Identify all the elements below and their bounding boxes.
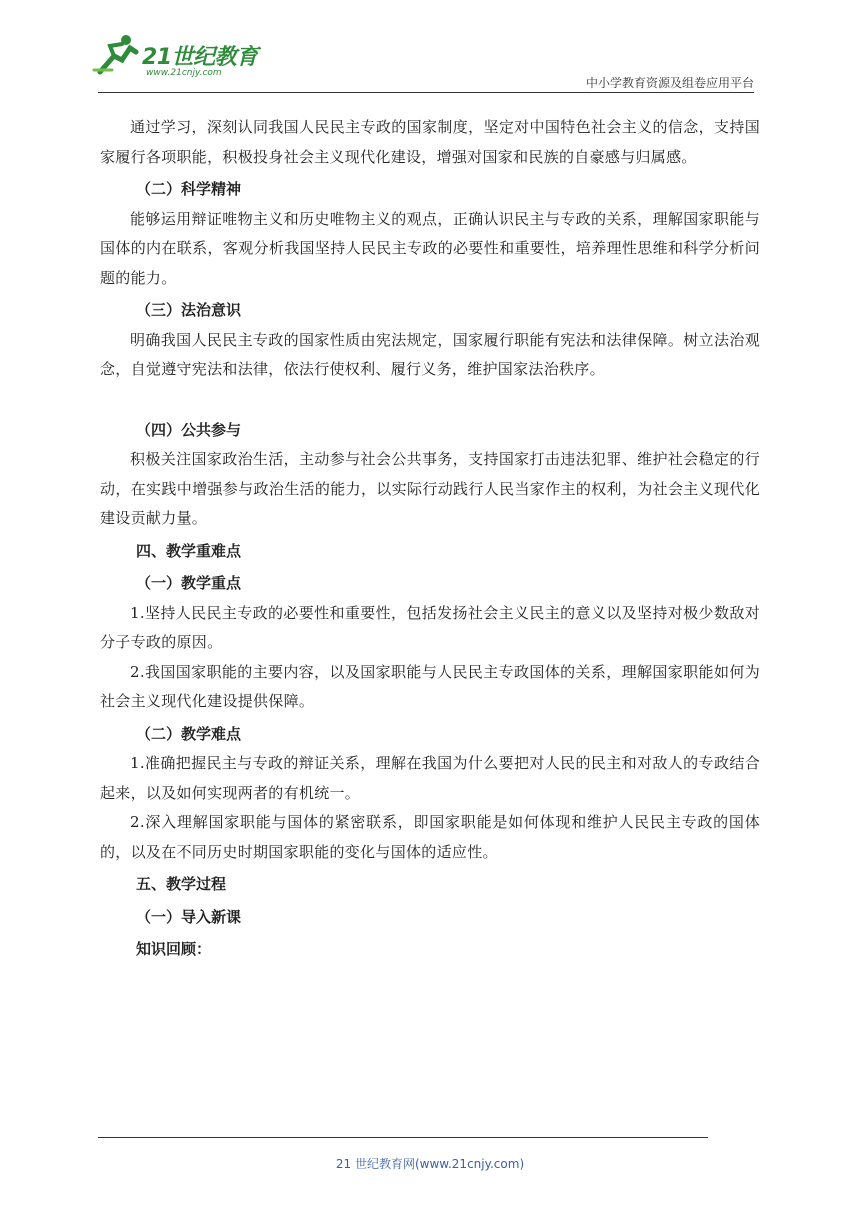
footer-link[interactable]: 21 世纪教育网(www.21cnjy.com) [335,1157,525,1171]
platform-name: 中小学教育资源及组卷应用平台 [585,76,754,90]
section-heading: 知识回顾： [136,940,212,958]
section-heading: 四、教学重难点 [136,541,242,560]
spacer [100,385,760,413]
paragraph: 能够运用辩证唯物主义和历史唯物主义的观点，正确认识民主与专政的关系，理解国家职能与国体的内在联系，客观分析我国坚持人民民主专政的必要性和重要性，培养理性思维和科学分析问题的能力。 [100,209,760,287]
paragraph: 1.坚持人民民主专政的必要性和重要性，包括发扬社会主义民主的意义以及坚持对极少数敌对分子专政的原因。 [100,603,760,651]
paragraph: 1.准确把握民主与专政的辩证关系，理解在我国为什么要把对人民的民主和对敌人的专政结合起来，以及如何实现两者的有机统一。 [100,754,760,802]
paragraph: 积极关注国家政治生活，主动参与社会公共事务，支持国家打击违法犯罪、维护社会稳定的行动，在实践中增强参与政治生活的能力，以实际行动践行人民当家作主的权利，为社会主义现代化建设贡献力量。 [100,450,760,527]
header-divider [98,92,754,93]
section-heading: （二）教学难点 [136,724,242,743]
logo-url: www.21cnjy.com [146,68,222,78]
section-heading: （一）教学重点 [136,574,242,592]
runner-logo-icon [92,32,142,76]
paragraph: 通过学习，深刻认同我国人民民主专政的国家制度，坚定对中国特色社会主义的信念，支持国家履行各项职能，积极投身社会主义现代化建设，增强对国家和民族的自豪感与归属感。 [100,118,760,166]
site-logo [92,32,292,82]
section-heading: （四）公共参与 [136,420,242,439]
logo-text: 21世纪教育 [142,45,258,70]
section-heading: （一）导入新课 [136,907,242,926]
paragraph: 2.深入理解国家职能与国体的紧密联系，即国家职能是如何体现和维护人民民主专政的国体的，以及在不同历史时期国家职能的变化与国体的适应性。 [100,813,760,861]
footer-divider [98,1137,708,1138]
section-heading: 五、教学过程 [136,875,227,893]
section-heading: （二）科学精神 [136,180,242,198]
paragraph: 明确我国人民民主专政的国家性质由宪法规定，国家履行职能有宪法和法律保障。树立法治观念，自觉遵守宪法和法律，依法行使权利、履行义务，维护国家法治秩序。 [100,330,760,378]
paragraph: 2.我国国家职能的主要内容，以及国家职能与人民民主专政国体的关系，理解国家职能如何为社会主义现代化建设提供保障。 [100,662,760,710]
document-body [100,113,760,965]
section-heading: （三）法治意识 [136,301,242,319]
